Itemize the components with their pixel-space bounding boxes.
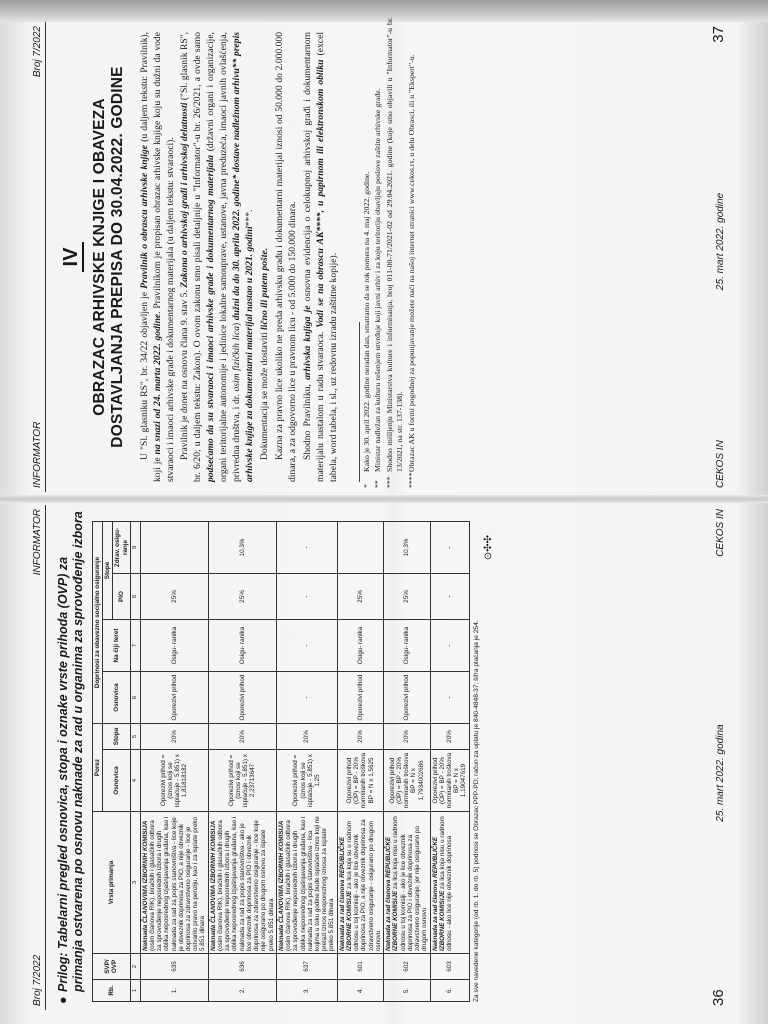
footnote-3: ***Shodno mišljenju Ministarstva kulture i informisanja, broj 011-00-71/2021-02 od 29.04.2021. godine (koje smo objavili u "Informator"-u br. 13/2021, na str. 137-138). <box>385 17 404 488</box>
ovp-table <box>92 521 470 1002</box>
col-vrsta: Vrsta primanja <box>93 812 131 954</box>
scanner-edge <box>0 0 768 22</box>
end-ornament-icon: ⊙✣✣ <box>482 535 494 561</box>
table-row: 6. 603 Naknada za rad članova REPUBLIČKE IZBORNE KOMISIJE za lica koja nisu u radnom odnosu - ako lice nije obveznik doprinosa Oporezivi prihod (OP) = BP - 20% normiranih troškova BP = N x 1,19047619 20% - - - - <box>430 521 469 1001</box>
book-fold <box>0 495 768 503</box>
paragraph-4: Kazna za pravno lice ukoliko ne preda arhivsku građu i dokumentarni materijal iznosi od 50.000 do 2.000.000 dinara, a za odgovorno lice u pravnom licu - od 5.000 do 150.000 dinara. <box>274 32 298 482</box>
col-porez: Porez <box>93 724 103 812</box>
col-dop-osnovica: Osnovica <box>103 672 131 724</box>
col-rb: Rb. <box>93 980 131 1002</box>
article-title: OBRAZAC ARHIVSKE KNJIGE I OBAVEZA DOSTAVLJANJA PREPISA DO 30.04.2022. GODINE <box>91 66 126 448</box>
header-right: Broj 7/2022 <box>32 26 43 78</box>
article-number: IV <box>60 32 83 482</box>
footer-left: CEKOS IN <box>715 440 726 488</box>
running-footer <box>710 509 727 1006</box>
header-left: INFORMATOR <box>32 421 43 488</box>
page-number: 36 <box>710 989 727 1006</box>
table-footnote: Za sve navedene kategorije (od rb. 1. do rb. 5) podnosi se Obrazac PPP-PD; račun za uplatu je 840-4848-37; šifra plaćanja je 254. <box>472 620 480 1002</box>
col-porez-osnovica: Osnovica <box>103 750 131 812</box>
running-header <box>30 505 46 1010</box>
table-row: 5. 602 Naknada za rad članova REPUBLIČKE IZBORNE KOMISIJE za lica koja nisu u radnom odnosu u toj komisiji - ako je lice obveznik doprinosa za PIO i obveznik doprinosa za zdravstveno osiguranje, jer nije osigurano po drugom osnovu Oporezivi prihod (OP) = BP - 20% normiranih troškova BP = N x 1,7934002686 20% Oporezivi prihod Osigu- ranika 25% 10,3% <box>384 521 430 1001</box>
table-row: 2. 636 Naknada ČLANOVIMA IZBORNIH KOMISIJA (osim članova RIK), biračkih i glasačkih odbora za sprovođenje neposrednih izbora i drugih oblika neposrednog izjašnjavanja građana, kao i naknada za rad za popis stanovništva - ako je lice obveznik doprinosa za PIO i obveznik doprinosa za zdravstveno osiguranje - lice koje nije osigurano po drugom osnovu za isplate preko 5.851 dinara Oporezivi prihod = (iznos koji se isplaćuje - 5.851) x 2,23713647 20% Oporezivi prihod Osigu- ranika 25% 10,3% <box>208 521 276 1001</box>
col-stope: Stope <box>103 521 113 619</box>
table-row: 3. 637 Naknada ČLANOVIMA IZBORNIH KOMISIJA (osim članova RIK), biračkih i glasačkih odbora za sprovođenje neposrednih izbora i drugih oblika neposrednog izjašnjavanja građana, kao i naknada za rad za popis stanovništva - lica kojima u toku godine bude isplaćen iznos koji ne prelazi iznos neoporezivog iznosa za isplate preko 5.851 dinara Oporezivi prihod = (iznos koji se isplaćuje - 5.851) x 1,25 20% - - - - <box>276 521 337 1001</box>
footnote-2: **Ministar nadležan za kulturu rešenjem utvrđuje koji javni arhiv i za koju teritoriju obavljaju poslove zaštite arhivske građe. <box>373 88 383 488</box>
footnote-1: *Kako je 30. april 2022. godine neradan dan, smatramo da se rok pomera na 4. maj 2022. godine. <box>361 171 371 488</box>
column-number-row: 1 2 3 4 5 6 7 8 9 <box>130 521 140 1001</box>
paragraph-2: Pravilnik je donet na osnovu člana 9. stav 5. Zakona o arhivskoj građi i arhivskoj delatnosti ("Sl. glasnik RS", br. 6/20; u daljem tekstu: Zakon). O ovom zakonu smo pisali detaljnije u "Informator"-u br. 26/2021, a ovde samo podsećamo da su stvaraoci i imaoci arhivske građe i dokumentarnog materijala (državni organi i organizacije, organi teritorijalne autonomije i jedinice lokalne samouprave, ustanove, javna preduzeća, imaoci javnih ovlašćenja, privredna društva, i dr. osim fizičkih lica) dužni da do 30. aprila 2022. godine* dostave nadležnom arhivu** prepis arhivske knjige za dokumentarni materijal nastao u 2021. godini***. <box>179 31 256 482</box>
col-porez-stopa: Stopa <box>103 724 131 750</box>
page-36 <box>30 505 735 1010</box>
paragraph-5: Shodno Pravilniku, arhivska knjiga je osnovna evidencija o celokupnoj arhivskoj građi i dokumentarnom materijalu nastalom u radu stvaraoca. Vodi se na obrascu AK****, u papirnom ili elektronskom obliku (excel tabela, word tabela, i sl., uz redovnu izradu zaštitne kopije). <box>301 32 339 482</box>
annex-title: ●Prilog: Tabelarni pregled osnovica, stopa i oznake vrste prihoda (OVP) za primanja ostvarena po osnovu naknade za rad u organima za sprovođenje izbora <box>56 511 85 1004</box>
footer-center: 25. mart 2022. godina <box>715 724 726 822</box>
running-header <box>30 22 46 492</box>
col-zdrav: Zdrav. osigu- ranje <box>113 521 130 573</box>
col-doprinosi: Doprinosi za obavezno socijalno osiguranje <box>93 521 103 723</box>
col-svp: SVP/ OVP <box>93 954 131 980</box>
paragraph-1: U "Sl. glasniku RS", br. 34/22 objavljen je Pravilnik o obrascu arhivske knjige (u daljem tekstu: Pravilnik), koji je na snazi od 24. marta 2022. godine. Pravilnikom je propisan obrazac arhivske knjige koju su dužni da vode stvaraoci i imaoci arhivske građe i dokumentarnog materijala (u daljem tekstu: stvaraoci). <box>138 31 176 482</box>
col-pio: PIO <box>113 574 130 620</box>
page-number: 37 <box>710 26 727 43</box>
table-row: 4. 601 Naknada za rad članova REPUBLIČKE IZBORNE KOMISIJE za lica koja su u radnom odnosu u toj komisiji - ako je lice obveznik doprinosa za PIO, a nije obveznik doprinosa za zdravstveno osiguranje - osigurano po drugom osnovu Oporezivi prihod (OP) = BP - 20% normiranih troškova BP = N x 1,5625 20% Oporezivi prihod Osigu- ranika 25% <box>337 521 383 1001</box>
bullet-icon: ● <box>56 996 70 1004</box>
running-footer <box>710 26 727 488</box>
footer-right: CEKOS IN <box>715 509 726 557</box>
page-37 <box>30 17 735 492</box>
table-header-row <box>93 521 103 1001</box>
footnote-4: ****Obrazac AK u formi pogodnoj za popunjavanje možete naći na našoj internet stranici www.cekos.rs, u delu Obrasci, ili u "Ekspert"-u. <box>406 54 416 488</box>
col-dop-teret: Na čiji teret <box>103 620 131 672</box>
header-right: INFORMATOR <box>32 509 43 576</box>
footnote-rule <box>359 322 360 482</box>
paragraph-3: Dokumentacija se može dostaviti lično ili putem pošte. <box>259 247 271 460</box>
article <box>46 17 416 492</box>
footer-center: 25. mart 2022. godine <box>715 192 726 291</box>
header-left: Broj 7/2022 <box>32 954 43 1006</box>
table-row: 1. 635 Naknada ČLANOVIMA IZBORNIH KOMISIJA (osim članova RIK), biračkih i glasačkih odbora za sprovođenje neposrednih izbora i drugih oblika neposrednog izjašnjavanja građana, kao i naknada za rad za popis stanovništva - lice koje je obveznik doprinosa za PIO, a nije obveznik doprinosa za zdravstveno osiguranje - lice je ostvarilo pravo na penziju, kao i za isplate preko 5.851 dinara Oporezivi prihod = (iznos koji se isplaćuje - 5.851) x 1,81818182 20% Oporezivi prihod Osigu- ranika 25% <box>140 521 208 1001</box>
